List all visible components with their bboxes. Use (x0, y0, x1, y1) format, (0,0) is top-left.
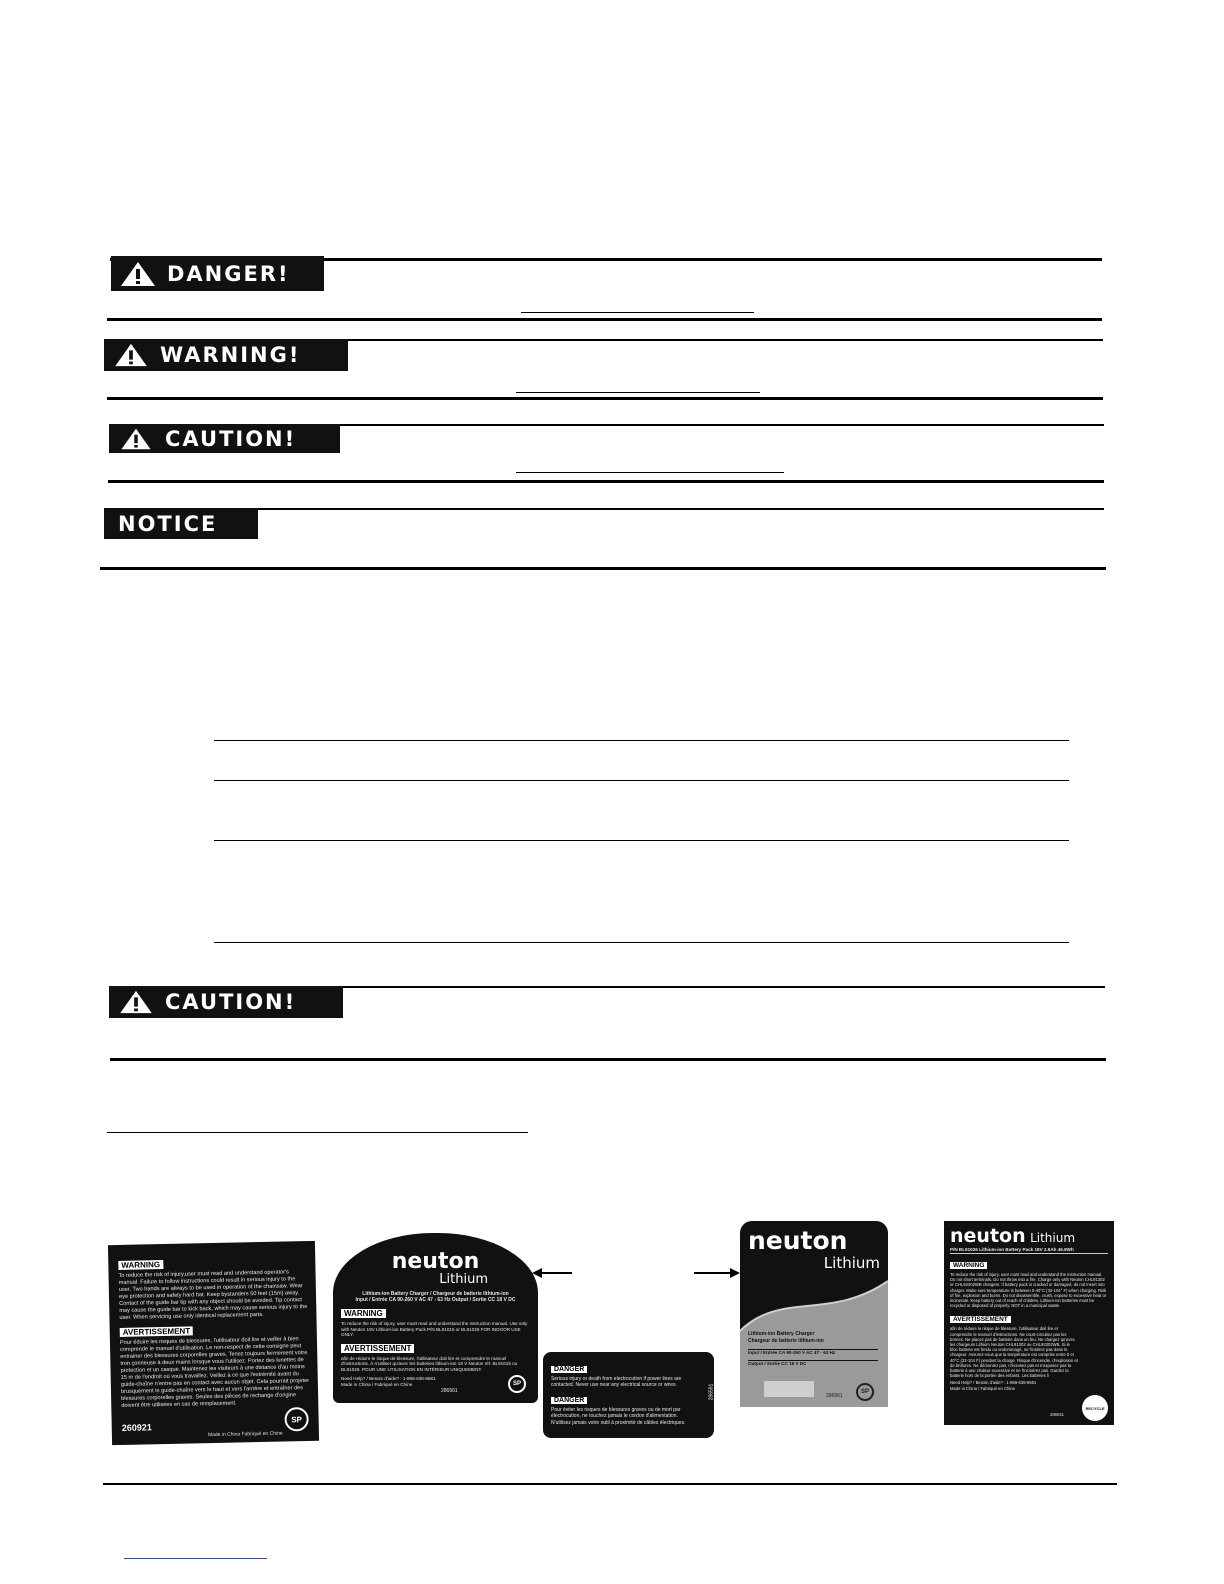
battery-warning-heading: WARNING (950, 1262, 987, 1269)
neuton-logo: neuton (950, 1225, 1026, 1247)
battery-avertissement-text: afin de réduire le risque de blessure, l'utilisateur doit lire et comprendre le manuel d'instructions. Ne court-circuitez pas les bornes. Ne placez pas de batterie dans un feu. Ne chargez qu'avec les chargeurs Lithium Neuton CHL91302 ou CHL92302WB. Si le bloc batterie est fendu ou endommagé, ne l'insérez pas dans le chargeur. Assurez-vous que la température est comprise entre 0 et 40°C (32-104 F) pendant la charge. Risque d'incendie, d'explosion et de brûlures. Ne démontez pas, n'écrasez pas et n'exposez pas la batterie à une chaleur excessive et ne l'incinérez pas. Gardez la batterie hors de la portée des enfants. Les batteries li (950, 1326, 1078, 1379)
danger-badge (111, 256, 324, 291)
warning-triangle-icon (119, 260, 157, 288)
lithium-logo: Lithium (823, 1254, 880, 1272)
recycle-label: RECYCLE (1085, 1405, 1105, 1411)
charger-front-output: Output / Sortie CC 18 V DC (748, 1360, 878, 1366)
charger-help: Need Help? / Besoin d'aide? : 1-866-638-8661 (341, 1375, 436, 1381)
table-rule-4 (214, 942, 1069, 943)
charger-front-title-fr: Chargeur de batterie lithium-ion (748, 1338, 824, 1344)
notice-badge (104, 508, 258, 539)
neuton-logo: neuton (391, 1249, 480, 1274)
danger-definition-underline (521, 312, 754, 313)
arrow-right-icon (694, 1266, 740, 1280)
warning-triangle-icon (117, 989, 155, 1015)
warning-bottom-rule (107, 397, 1103, 400)
csa-certification-icon: SP (856, 1383, 874, 1401)
danger-label: DANGER! (167, 261, 290, 286)
label-avertissement-heading: AVERTISSEMENT (120, 1326, 194, 1337)
arrow-left-icon (532, 1266, 572, 1280)
csa-certification-icon: SP (508, 1375, 526, 1393)
recycle-icon (1082, 1395, 1108, 1421)
battery-warning-text: To reduce the risk of injury, user must read and understand the instruction manual. Do not short terminals. Do not throw into a fire. Charge only with Neuton CHL91302 or CHL92302WB chargers. If battery pack is cracked or damaged, do not insert into charger. Make sure temperature is between 0-40°C (32-104° F) when charging. Risk of fire, explosion and burns. Do not disassemble, crush, expose to excessive heat or incinerate. Keep battery out of reach of children. Lithium-ion batteries must be recycled or disposed of properly. NOT in a municipal waste. (950, 1272, 1107, 1309)
table-rule-3 (214, 840, 1069, 841)
csa-certification-icon: SP (284, 1407, 308, 1431)
cord-danger-heading: DANGER (551, 1366, 587, 1373)
caution2-bottom-rule (110, 1058, 1106, 1061)
caution-bottom-rule (108, 480, 1104, 483)
cord-danger-text: Serious injury or death from electrocution if power lines are contacted. Never use near any electrical source or wires. (551, 1376, 682, 1389)
neuton-logo: neuton (748, 1226, 848, 1255)
cord-danger-heading-fr: DANGER (551, 1397, 587, 1404)
warning-triangle-icon (117, 427, 155, 451)
charger-front-part-number: 286561 (826, 1393, 843, 1399)
battery-made-in: Made in China / Fabriqué en Chine (950, 1386, 1015, 1392)
footer-rule (103, 1483, 1117, 1485)
charger-made-in: Made in China / Fabriqué en Chine (341, 1381, 413, 1387)
warning-definition-underline (516, 392, 760, 393)
cord-part-number: 286591 (708, 1383, 715, 1401)
label-avertissement-text: Pour éduire les risques de blessures, l'utilisateur doit lire et veiller à bien comprende le manuel d'utilisation. Le non-respect de cette consigne peut entrainer des blessures corporelles graves. Tenez toujours fermement votre tron çonneuse à deux mains lorsque vous l'utilisez. Portez des lunettes de protection et un casque. Maintenez les visiteurs à une distance d'au moins 15 m de l'endroit où vous travaillez. Veillez à ce que l'extrémité avant du guide-chaîne n'entre pas en contact avec aucun objet. Cela pourrait projeter brusquement le guide-chaîne vers le haut et vers l'arrière et entraîner des blessures corporelles graves. Seules des pièces de rechange d'origine doivent être utilisées en cas de remplacement. (119, 1336, 310, 1409)
battery-pack-label (944, 1221, 1114, 1425)
battery-pn: P/N BL91026 Lithium-ion Battery Pack 18V 2.6Ah 46.8Wh (950, 1247, 1108, 1254)
caution-definition-underline (516, 472, 784, 473)
section-heading-underline (107, 1132, 528, 1133)
table-rule-1 (214, 740, 1069, 741)
energy-rating-box (764, 1381, 814, 1397)
charger-front-label (740, 1221, 888, 1407)
charger-warning-text: To reduce the risk of injury, user must read and understand the instruction manual. Use only with Neuton 18V Lithium-ion Battery Pack P/N BL91015 or BL91026 FOR INDOOR USE ONLY. (341, 1321, 528, 1338)
lithium-logo: Lithium (1030, 1231, 1076, 1245)
caution2-label: CAUTION! (165, 990, 297, 1014)
charger-front-title: Lithium-ion Battery Charger (748, 1331, 815, 1337)
charger-warning-heading: WARNING (341, 1309, 386, 1318)
label-made-in: Made in China Fabriqué en Chine (207, 1430, 283, 1439)
table-rule-2 (214, 780, 1069, 781)
footer-link-underline[interactable] (124, 1558, 267, 1559)
warning-label: WARNING! (160, 343, 301, 367)
charger-title: Lithium-ion Battery Charger / Chargeur de batterie lithium-ion (362, 1291, 509, 1297)
lithium-logo: Lithium (439, 1272, 488, 1287)
notice-label: NOTICE (118, 511, 218, 536)
label-part-number: 260921 (121, 1422, 152, 1433)
label-warning-heading: WARNING (118, 1260, 163, 1270)
warning-triangle-icon (112, 342, 150, 368)
caution2-badge (109, 986, 343, 1018)
battery-part-number: 286041 (1050, 1412, 1064, 1417)
cord-danger-label (543, 1352, 714, 1438)
charger-part-number: 286561 (441, 1388, 458, 1394)
warning-badge (104, 339, 348, 371)
danger-bottom-rule (107, 318, 1102, 321)
label-warning-text: To reduce the risk of injury,user must read and understand operator's manual. Failure to follow instructions could result in serious injury to the user. Two hands are always to be used in operation of the chainsaw. Wear eye protection and safety hard hat. Keep bystanders 50 feet (15m) away. Contact of the guide bar tip with any object should be avoided. Tip contact may cause the guide bar to kick back, which may cause serious injury to the user. When servicing use only identical replacement parts. (118, 1269, 308, 1321)
charger-rear-label (333, 1233, 538, 1403)
cord-danger-text-fr: Pour éviter les risques de blessures graves ou de mort par électrocution, ne touchez jamais le cordon d'alimentation. N'utilisez jamais votre outil à proximité de câbles électriques. (551, 1406, 686, 1426)
charger-specs: Input / Entrée CA 90-260 V AC 47 - 63 Hz Output / Sortie CC 18 V DC (355, 1297, 516, 1303)
charger-avertissement-text: afin de réduire le risque de blessure, l'utilisateur doit lire et comprendre le manuel d'instructions. À n'utiliser qu'avec les batteries lithium-ion 18 V Neuton réf. BL91015 ou BL91026. POUR UNE UTILISATION EN INTÉRIEUR UNIQUEMENT. (341, 1355, 518, 1372)
battery-avertissement-heading: AVERTISSEMENT (950, 1316, 1011, 1323)
caution-badge (109, 424, 340, 453)
charger-front-input: Input / Entrée CA 90-260 V AC 47 - 63 Hz (748, 1349, 878, 1355)
charger-avertissement-heading: AVERTISSEMENT (341, 1344, 414, 1353)
battery-help: Need Help? / Besoin d'aide? : 1-866-638-8661 (950, 1380, 1037, 1386)
caution-label: CAUTION! (165, 426, 297, 451)
notice-bottom-rule (100, 567, 1106, 570)
chainsaw-warning-label (108, 1241, 319, 1445)
